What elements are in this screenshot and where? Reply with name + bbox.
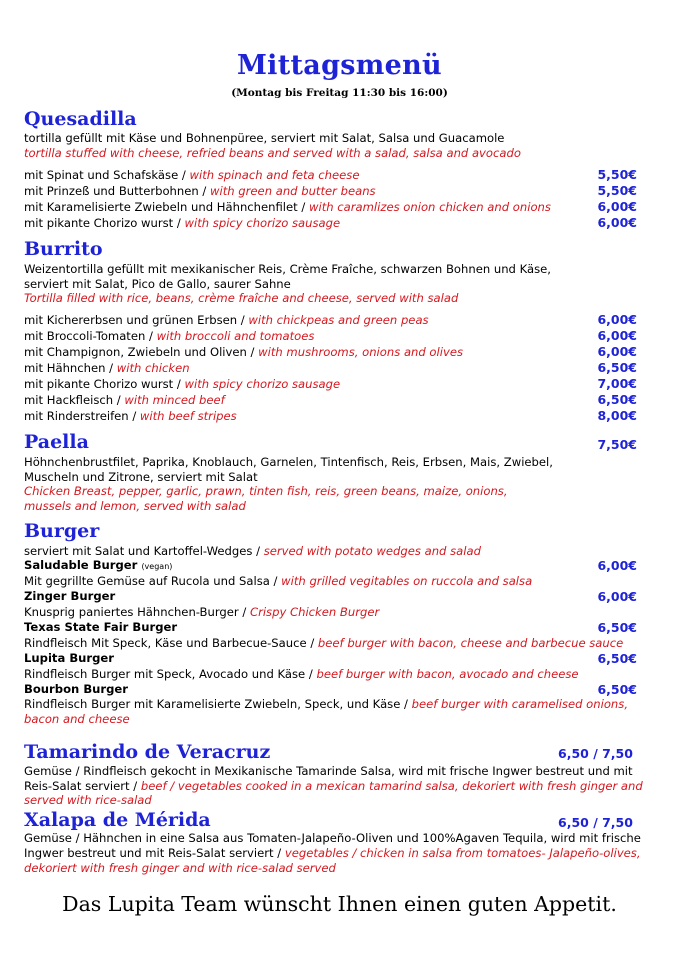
item-en: Crispy Chicken Burger	[249, 605, 380, 619]
item-de: Rindfleisch Burger mit Karamelisierte Zwiebeln, Speck, und Käse /	[24, 697, 412, 711]
item-de: Mit gegrillte Gemüse auf Rucola und Salsa /	[24, 574, 282, 588]
item-de: mit Prinzeß und Butterbohnen /	[24, 184, 211, 198]
item-en: with mushrooms, onions and olives	[258, 345, 464, 359]
item-en: with chicken	[116, 361, 190, 375]
burger-item-desc	[24, 605, 379, 620]
paella-desc-en: Chicken Breast, pepper, garlic, prawn, tinten fish, reis, green beans, maize, onions,	[24, 484, 508, 498]
item-de: mit pikante Chorizo wurst /	[24, 216, 185, 230]
item-price: 6,50€	[597, 392, 637, 407]
item-en: with beef stripes	[139, 409, 237, 423]
item-de: mit Broccoli-Tomaten /	[24, 329, 157, 343]
item-de: mit Hackfleisch /	[24, 393, 125, 407]
burrito-heading: Burrito	[24, 238, 103, 260]
menu-title: Mittagsmenü	[237, 50, 442, 81]
item-de: mit Spinat und Schafskäse /	[24, 168, 190, 182]
burrito-desc-en: Tortilla filled with rice, beans, crème fraîche and cheese, served with salad	[24, 291, 459, 305]
item-de: mit Rinderstreifen /	[24, 409, 140, 423]
item-en: with green and butter beans	[210, 184, 376, 198]
burrito-item	[24, 409, 237, 424]
burger-heading: Burger	[24, 520, 100, 542]
burger-item-name	[24, 558, 172, 574]
item-de: mit Kichererbsen und grünen Erbsen /	[24, 313, 249, 327]
item-en: with minced beef	[124, 393, 225, 407]
burger-desc-en: served with potato wedges and salad	[263, 544, 481, 558]
item-price: 6,00€	[597, 344, 637, 359]
item-price: 6,50€	[597, 682, 637, 697]
burger-item-name: Zinger Burger	[24, 589, 116, 603]
item-price: 6,50€	[597, 620, 637, 635]
burrito-item	[24, 313, 429, 328]
item-en: with caramlizes onion chicken and onions	[308, 200, 551, 214]
item-price: 5,50€	[597, 183, 637, 198]
item-de: Rindfleisch Burger mit Speck, Avocado und Käse /	[24, 667, 317, 681]
burger-item-name: Lupita Burger	[24, 651, 115, 665]
quesadilla-item	[24, 168, 359, 183]
xalapa-desc	[24, 846, 641, 861]
burger-item-desc	[24, 667, 579, 682]
paella-desc-de: Muscheln und Zitrone, serviert mit Salat	[24, 470, 258, 484]
item-price: 8,00€	[597, 408, 637, 423]
burger-desc	[24, 544, 481, 559]
item-de: Knusprig paniertes Hähnchen-Burger /	[24, 605, 250, 619]
item-de: mit Karamelisierte Zwiebeln und Hähnchenfilet /	[24, 200, 309, 214]
burrito-item	[24, 377, 340, 392]
xalapa-heading: Xalapa de Mérida	[24, 809, 211, 831]
item-price: 6,00€	[597, 328, 637, 343]
item-en: beef burger with bacon, avocado and cheese	[316, 667, 579, 681]
burger-item-desc-en: bacon and cheese	[24, 712, 130, 726]
burger-name: Saludable Burger	[24, 558, 138, 572]
item-en: beef burger with caramelised onions,	[411, 697, 628, 711]
burger-item-name: Bourbon Burger	[24, 682, 129, 696]
item-de: Rindfleisch Mit Speck, Käse und Barbecue-Sauce /	[24, 636, 318, 650]
quesadilla-desc-de: tortilla gefüllt mit Käse und Bohnenpüree, serviert mit Salat, Salsa und Guacamole	[24, 131, 505, 145]
item-price: 5,50€	[597, 167, 637, 182]
item-price: 6,50€	[597, 360, 637, 375]
item-price: 6,00€	[597, 215, 637, 230]
item-en: with chickpeas and green peas	[248, 313, 429, 327]
item-en: with spicy chorizo sausage	[184, 216, 341, 230]
xalapa-desc-de: Gemüse / Hähnchen in eine Salsa aus Tomaten-Jalapeño-Oliven und 100%Agaven Tequila, wird mit frische	[24, 831, 641, 845]
quesadilla-desc-en: tortilla stuffed with cheese, refried beans and served with a salad, salsa and avocado	[24, 146, 521, 160]
burger-item-name: Texas State Fair Burger	[24, 620, 178, 634]
item-de: mit Hähnchen /	[24, 361, 117, 375]
burrito-item	[24, 393, 225, 408]
burger-item-desc	[24, 697, 628, 712]
burger-item-desc	[24, 636, 623, 651]
tamarindo-price: 6,50 / 7,50	[558, 746, 633, 761]
item-price: 6,00€	[597, 312, 637, 327]
footer-greeting: Das Lupita Team wünscht Ihnen einen guten Appetit.	[62, 892, 617, 916]
item-en: beef burger with bacon, cheese and barbecue sauce	[317, 636, 624, 650]
tamarindo-desc-en: beef / vegetables cooked in a mexican tamarind salsa, dekoriert with fresh ginger and	[140, 779, 643, 793]
item-de: mit Champignon, Zwiebeln und Oliven /	[24, 345, 259, 359]
item-price: 6,00€	[597, 199, 637, 214]
xalapa-desc-en: dekoriert with fresh ginger and with rice-salad served	[24, 861, 336, 875]
item-en: with grilled vegitables on ruccola and salsa	[281, 574, 533, 588]
tamarindo-heading: Tamarindo de Veracruz	[24, 741, 271, 763]
paella-heading: Paella	[24, 431, 89, 453]
quesadilla-item	[24, 216, 340, 231]
burrito-desc-de: serviert mit Salat, Pico de Gallo, saurer Sahne	[24, 277, 291, 291]
item-price: 6,50€	[597, 651, 637, 666]
item-en: with spinach and feta cheese	[189, 168, 360, 182]
item-price: 7,00€	[597, 376, 637, 391]
xalapa-desc-de: Ingwer bestreut und mit Reis-Salat serviert /	[24, 846, 285, 860]
tamarindo-desc-de: Gemüse / Rindfleisch gekocht in Mexikanische Tamarinde Salsa, wird mit frische Ingwer bestreut und mit	[24, 764, 633, 778]
paella-desc-en: mussels and lemon, served with salad	[24, 499, 246, 513]
item-price: 6,00€	[597, 558, 637, 573]
item-en: with spicy chorizo sausage	[184, 377, 341, 391]
quesadilla-heading: Quesadilla	[24, 108, 137, 130]
burrito-desc-de: Weizentortilla gefüllt mit mexikanischer Reis, Crème Fraîche, schwarzen Bohnen und Käse,	[24, 262, 551, 276]
tamarindo-desc	[24, 779, 643, 794]
quesadilla-item	[24, 184, 376, 199]
tamarindo-desc-en: served with rice-salad	[24, 793, 152, 807]
burrito-item	[24, 361, 190, 376]
xalapa-price: 6,50 / 7,50	[558, 815, 633, 830]
burger-item-desc	[24, 574, 532, 589]
burrito-item	[24, 345, 463, 360]
xalapa-desc-en: vegetables / chicken in salsa from tomatoes- Jalapeño-olives,	[284, 846, 641, 860]
paella-price: 7,50€	[597, 437, 637, 452]
item-en: with broccoli and tomatoes	[156, 329, 315, 343]
item-price: 6,00€	[597, 589, 637, 604]
menu-hours: (Montag bis Freitag 11:30 bis 16:00)	[231, 87, 448, 99]
item-de: mit pikante Chorizo wurst /	[24, 377, 185, 391]
vegan-tag: (vegan)	[141, 562, 173, 571]
paella-desc-de: Höhnchenbrustfilet, Paprika, Knoblauch, Garnelen, Tintenfisch, Reis, Erbsen, Mais, Zwiebel,	[24, 455, 553, 469]
tamarindo-desc-de: Reis-Salat serviert /	[24, 779, 141, 793]
burger-desc-de: serviert mit Salat und Kartoffel-Wedges /	[24, 544, 264, 558]
burrito-item	[24, 329, 314, 344]
quesadilla-item	[24, 200, 551, 215]
